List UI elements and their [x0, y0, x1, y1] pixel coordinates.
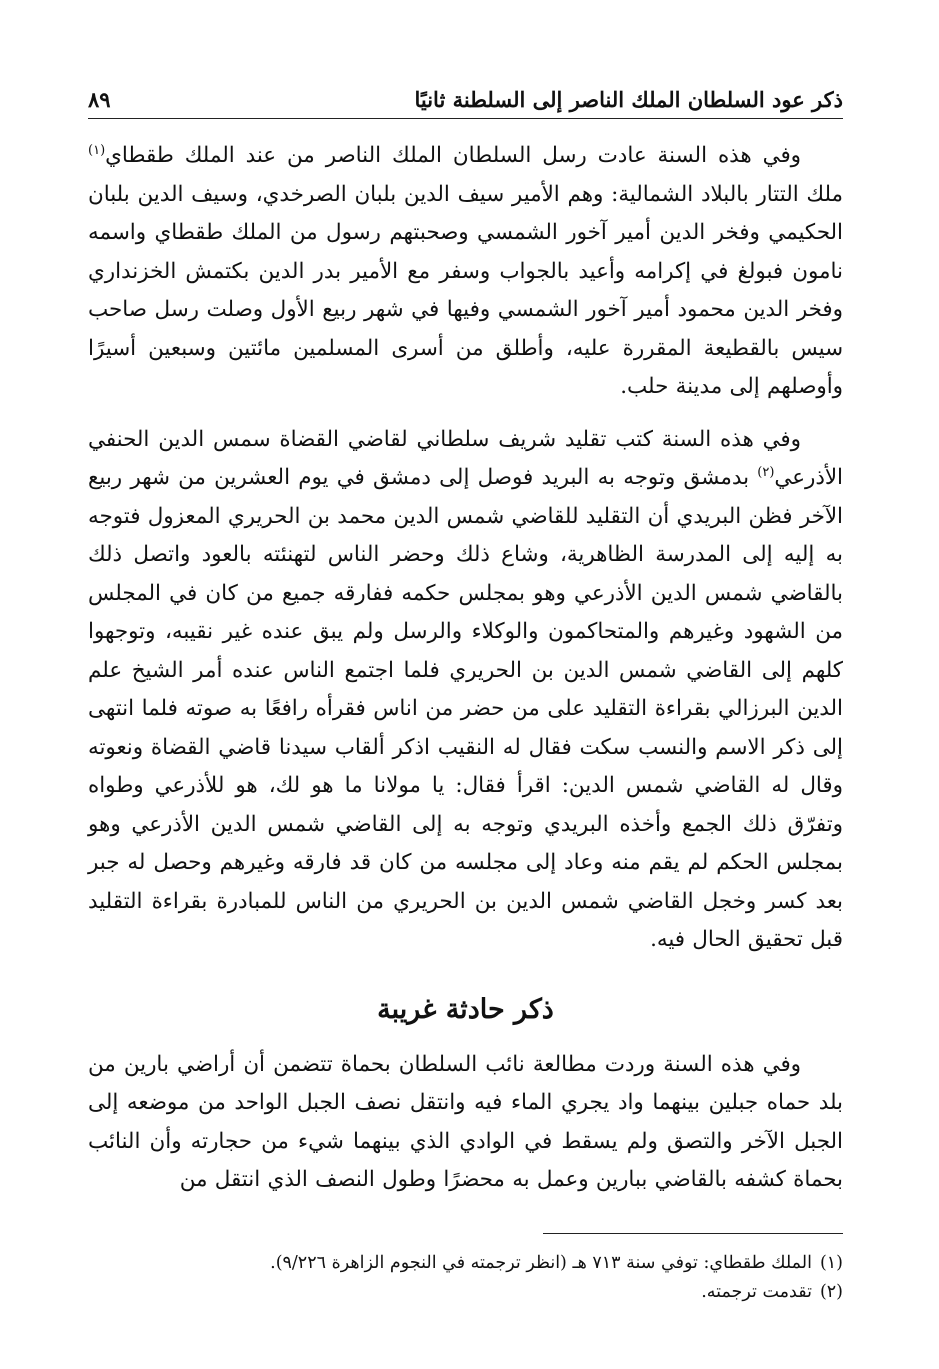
footnote-2-text: تقدمت ترجمته.	[701, 1282, 812, 1302]
paragraph-1-continuation: ملك التتار بالبلاد الشمالية: وهم الأمير سيف الدين بلبان الصرخدي، وسيف الدين بلبان الحكيمي وفخر الدين أمير آخور الشمسي وصحبتهم رسول من الملك طقطاي واسمه نامون فبولغ في إكرامه وأعيد بالجواب وسفر مع الأمير بدر الدين بكتمش الخزنداري وفخر الدين محمود أمير آخور الشمسي وفيها في شهر ربيع الأول وصلت رسل صاحب سيس بالقطيعة المقررة عليه، وأطلق من أسرى المسلمين مائتين وسبعين أسيرًا وأوصلهم إلى مدينة حلب.	[88, 181, 843, 399]
paragraph-2	[88, 421, 843, 960]
footnote-1-number: (١)	[819, 1253, 843, 1273]
footnote-marker-1: (١)	[88, 142, 106, 158]
footnote-2-number: (٢)	[819, 1282, 843, 1302]
footnote-marker-2: (٢)	[757, 464, 775, 480]
paragraph-2-continuation: بدمشق وتوجه به البريد فوصل إلى دمشق في يوم العشرين من شهر ربيع الآخر فظن البريدي أن التقليد للقاضي شمس الدين محمد بن الحريري المعزول فتوجه به إليه إلى المدرسة الظاهرية، وشاع ذلك وحضر الناس لتهنئته بالعود واتصل ذلك بالقاضي شمس الدين الأذرعي وهو بمجلس حكمه ففارقه جميع من كان في المجلس من الشهود وغيرهم والمتحاكمون والوكلاء والرسل ولم يبق عنده غير نقيبه، وتوجهوا كلهم إلى القاضي شمس الدين بن الحريري فلما اجتمع الناس عنده أمر الشيخ علم الدين البرزالي بقراءة التقليد على من حضر من اناس فقرأه رافعًا به صوته فلما انتهى إلى ذكر الاسم والنسب سكت فقال له النقيب اذكر ألقاب سيدنا قاضي القضاة ونعوته وقال له القاضي شمس الدين: اقرأ فقال: يا مولانا ما هو لك، هو للأذرعي وطواه وتفرّق ذلك الجمع وأخذه البريدي وتوجه به إلى القاضي شمس الدين الأذرعي وهو بمجلس الحكم لم يقم منه وعاد إلى مجلسه من كان قد فارقه وغيرهم وحصل له جبر بعد كسر وخجل القاضي شمس الدين بن الحريري من الناس للمبادرة بقراءة التقليد قبل تحقيق الحال فيه.	[88, 465, 843, 952]
footnote-1	[88, 1249, 843, 1278]
footnotes	[88, 1249, 843, 1307]
section-heading: ذكر حادثة غريبة	[377, 993, 554, 1025]
running-header	[88, 86, 843, 119]
footnote-divider	[543, 1233, 843, 1234]
paragraph-2-text: وفي هذه السنة كتب تقليد شريف سلطاني لقاضي القضاة سمس الدين الحنفي الأذرعي	[88, 426, 843, 490]
paragraph-3: وفي هذه السنة وردت مطالعة نائب السلطان بحماة تتضمن أن أراضي بارين من بلد حماه جبلين بينهما واد يجري الماء فيه وانتقل نصف الجبل الواحد من موضعه إلى الجبل الآخر والتصق ولم يسقط في الوادي الذي بينهما شيء من حجارته وأن النائب بحماة كشفه بالقاضي ببارين وعمل به محضرًا وطول النصف الذي انتقل من	[88, 1051, 843, 1192]
footnote-2	[88, 1278, 843, 1307]
paragraph-1	[88, 137, 843, 407]
page-number: ٨٩	[88, 87, 111, 112]
main-text	[88, 137, 843, 1200]
running-title: ذكر عود السلطان الملك الناصر إلى السلطنة ثانيًا	[414, 87, 843, 112]
footnote-1-text: الملك طقطاي: توفي سنة ٧١٣ هـ (انظر ترجمته في النجوم الزاهرة ٩/٢٢٦).	[270, 1253, 812, 1273]
paragraph-1-text: وفي هذه السنة عادت رسل السلطان الملك الناصر من عند الملك طقطاي	[105, 143, 801, 168]
